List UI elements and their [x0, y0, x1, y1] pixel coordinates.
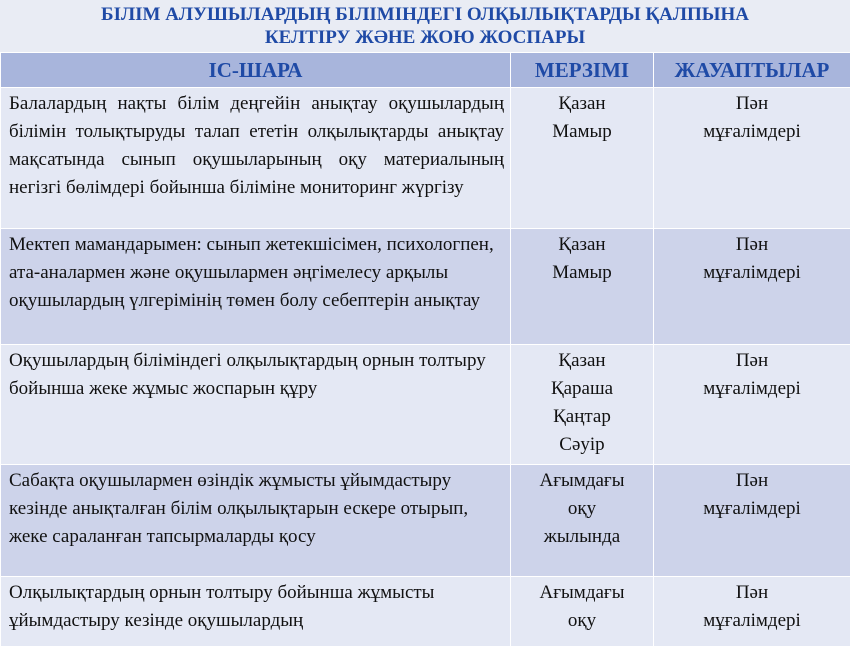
responsible-line: Пән	[656, 579, 848, 607]
table-row	[1, 345, 850, 465]
responsible-line: Пән	[656, 231, 848, 259]
term-line: Қазан	[513, 231, 651, 259]
term-cell	[511, 577, 654, 647]
term-line: Ағымдағы	[513, 467, 651, 495]
table-row	[1, 229, 850, 345]
term-line: Мамыр	[513, 118, 651, 146]
term-line: Сәуір	[513, 431, 651, 459]
table-header-row	[1, 53, 850, 88]
responsible-line: мұғалімдері	[656, 607, 848, 635]
header-activity: ІС-ШАРА	[1, 53, 511, 88]
term-line: оқу	[513, 495, 651, 523]
table-row	[1, 577, 850, 647]
plan-table	[0, 52, 850, 647]
activity-cell: Балалардың нақты білім деңгейін анықтау оқушылардың білімін толықтыруды талап ететін олқылықтарды анықтау мақсатында сынып оқушыларының оқу материалының негізгі бөлімдері бойынша біліміне мониторинг жүргізу	[1, 88, 511, 229]
responsible-line: мұғалімдері	[656, 375, 848, 403]
responsible-line: Пән	[656, 90, 848, 118]
table-row	[1, 88, 850, 229]
activity-cell: Оқушылардың біліміндегі олқылықтардың орнын толтыру бойынша жеке жұмыс жоспарын құру	[1, 345, 511, 465]
activity-cell: Олқылықтардың орнын толтыру бойынша жұмысты ұйымдастыру кезінде оқушылардың	[1, 577, 511, 647]
term-line: Қазан	[513, 90, 651, 118]
responsible-line: мұғалімдері	[656, 495, 848, 523]
term-cell	[511, 345, 654, 465]
activity-cell: Сабақта оқушылармен өзіндік жұмысты ұйымдастыру кезінде анықталған білім олқылықтарын ескере отырып, жеке сараланған тапсырмаларды қосу	[1, 465, 511, 577]
responsible-cell	[654, 88, 850, 229]
term-line: Ағымдағы	[513, 579, 651, 607]
term-line: Қараша	[513, 375, 651, 403]
term-line: оқу	[513, 607, 651, 635]
responsible-line: мұғалімдері	[656, 118, 848, 146]
title-line-2: КЕЛТІРУ ЖӘНЕ ЖОЮ ЖОСПАРЫ	[0, 26, 850, 49]
responsible-cell	[654, 465, 850, 577]
term-line: Қазан	[513, 347, 651, 375]
responsible-cell	[654, 229, 850, 345]
responsible-cell	[654, 345, 850, 465]
responsible-cell	[654, 577, 850, 647]
responsible-line: Пән	[656, 347, 848, 375]
title-line-1: БІЛІМ АЛУШЫЛАРДЫҢ БІЛІМІНДЕГІ ОЛҚЫЛЫҚТАРДЫ ҚАЛПЫНА	[0, 3, 850, 26]
term-line: Мамыр	[513, 259, 651, 287]
header-term: МЕРЗІМІ	[511, 53, 654, 88]
term-line: Қаңтар	[513, 403, 651, 431]
slide-title	[0, 0, 850, 52]
term-line: жылында	[513, 523, 651, 551]
responsible-line: мұғалімдері	[656, 259, 848, 287]
header-responsible: ЖАУАПТЫЛАР	[654, 53, 850, 88]
responsible-line: Пән	[656, 467, 848, 495]
term-cell	[511, 88, 654, 229]
term-cell	[511, 229, 654, 345]
table-row	[1, 465, 850, 577]
term-cell	[511, 465, 654, 577]
activity-cell: Мектеп мамандарымен: сынып жетекшісімен, психологпен, ата-аналармен және оқушылармен әңгімелесу арқылы оқушылардың үлгерімінің төмен болу себептерін анықтау	[1, 229, 511, 345]
